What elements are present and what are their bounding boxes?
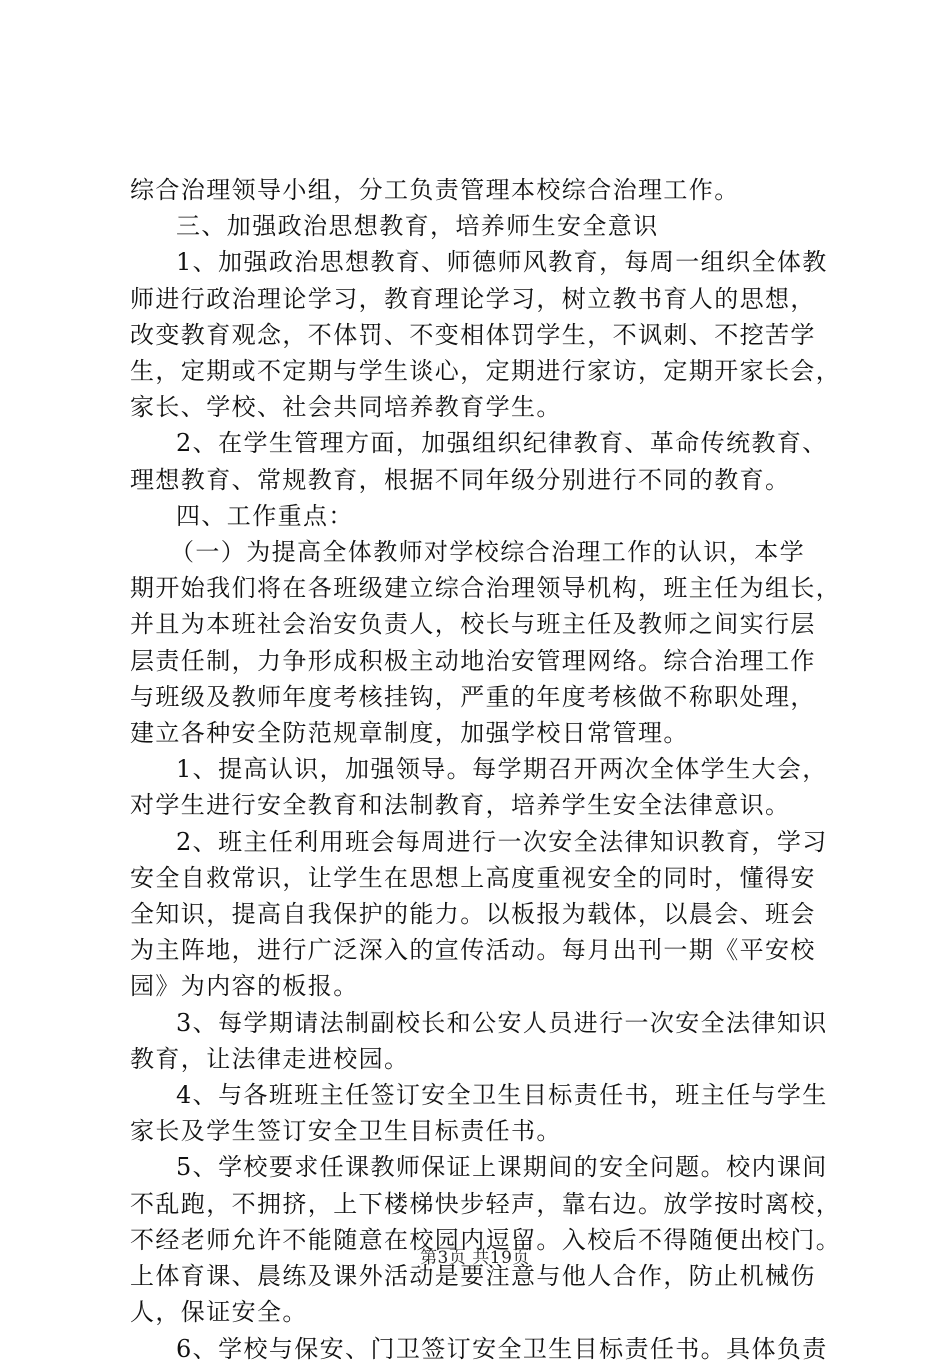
text-line: 3、每学期请法制副校长和公安人员进行一次安全法律知识	[176, 1008, 828, 1037]
text-line: 安全自救常识，让学生在思想上高度重视安全的同时，懂得安	[130, 863, 816, 892]
document-body	[130, 172, 842, 1367]
text-line: 5、学校要求任课教师保证上课期间的安全问题。校内课间	[176, 1153, 828, 1182]
text-line: 4、与各班班主任签订安全卫生目标责任书，班主任与学生	[176, 1081, 828, 1110]
text-line: 园》为内容的板报。	[130, 972, 359, 1001]
text-line: 全知识，提高自我保护的能力。以板报为载体，以晨会、班会	[130, 900, 816, 929]
text-line: 不乱跑，不拥挤，上下楼梯快步轻声，靠右边。放学按时离校，	[130, 1189, 842, 1218]
text-line: 生，定期或不定期与学生谈心，定期进行家访，定期开家长会，	[130, 357, 842, 386]
text-line: 综合治理领导小组，分工负责管理本校综合治理工作。	[130, 176, 740, 204]
text-line: 对学生进行安全教育和法制教育，培养学生安全法律意识。	[130, 791, 791, 820]
text-line: 建立各种安全防范规章制度，加强学校日常管理。	[130, 719, 689, 748]
text-line: 2、班主任利用班会每周进行一次安全法律知识教育，学习	[176, 827, 828, 856]
text-line: 家长及学生签订安全卫生目标责任书。	[130, 1117, 562, 1146]
text-line: 上体育课、晨练及课外活动是要注意与他人合作，防止机械伤	[130, 1262, 816, 1291]
text-line: 三、加强政治思想教育，培养师生安全意识	[176, 212, 659, 241]
text-line: 四、工作重点：	[176, 501, 354, 530]
text-line: （一）为提高全体教师对学校综合治理工作的认识，本学	[170, 538, 805, 567]
text-line: 与班级及教师年度考核挂钩，严重的年度考核做不称职处理，	[130, 682, 816, 711]
text-line: 并且为本班社会治安负责人，校长与班主任及教师之间实行层	[130, 610, 816, 639]
text-line: 1、加强政治思想教育、师德师风教育，每周一组织全体教	[176, 248, 828, 277]
text-line: 6、学校与保安、门卫签订安全卫生目标责任书。具体负责	[176, 1334, 828, 1363]
text-line: 师进行政治理论学习，教育理论学习，树立教书育人的思想，	[130, 284, 816, 313]
text-line: 2、在学生管理方面，加强组织纪律教育、革命传统教育、	[176, 429, 828, 458]
text-line: 家长、学校、社会共同培养教育学生。	[130, 393, 562, 422]
text-line: 人，保证安全。	[130, 1298, 308, 1327]
text-line: 理想教育、常规教育，根据不同年级分别进行不同的教育。	[130, 465, 791, 494]
text-line: 为主阵地，进行广泛深入的宣传活动。每月出刊一期《平安校	[130, 936, 816, 965]
text-line: 改变教育观念，不体罚、不变相体罚学生，不讽刺、不挖苦学	[130, 320, 816, 349]
text-line: 期开始我们将在各班级建立综合治理领导机构，班主任为组长，	[130, 574, 842, 603]
text-line: 不经老师允许不能随意在校园内逗留。入校后不得随便出校门。	[130, 1225, 842, 1254]
text-line: 教育，让法律走进校园。	[130, 1044, 410, 1073]
text-line: 1、提高认识，加强领导。每学期召开两次全体学生大会，	[176, 755, 828, 784]
page-footer: 第3页 共19页	[420, 1248, 530, 1268]
text-line: 层责任制，力争形成积极主动地治安管理网络。综合治理工作	[130, 646, 816, 675]
